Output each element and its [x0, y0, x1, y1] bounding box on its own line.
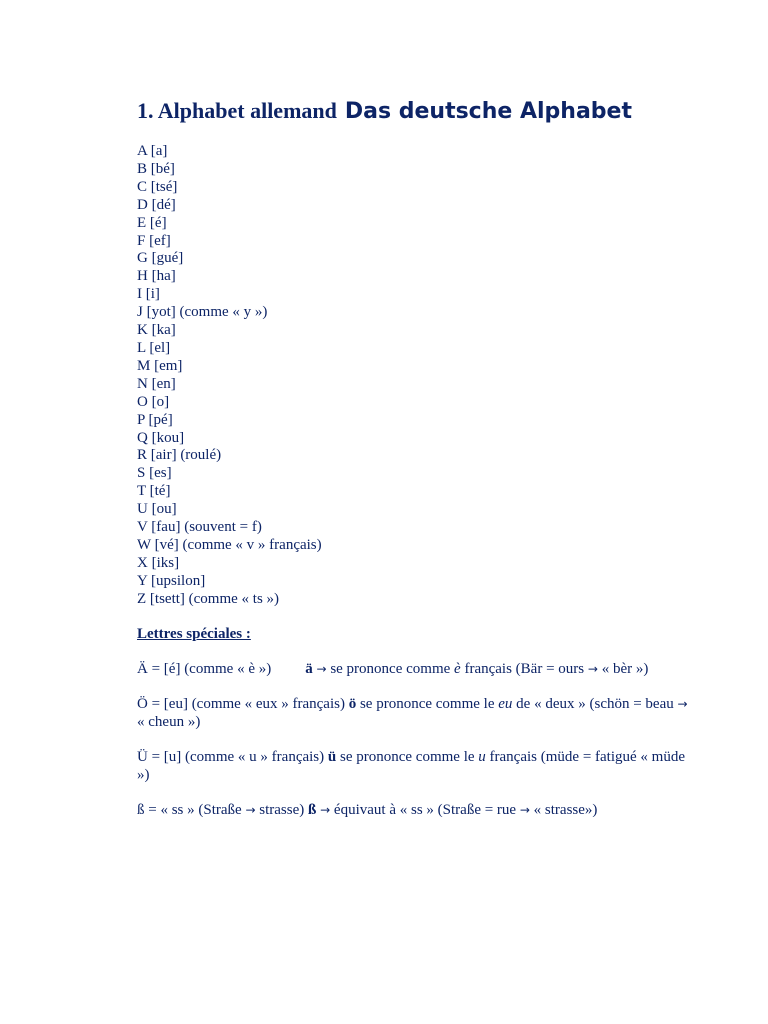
page-title	[137, 88, 697, 131]
a-umlaut-text: français (Bär = ours	[460, 660, 588, 677]
a-umlaut-text: se prononce comme	[326, 660, 455, 677]
u-umlaut-text: français (müde = fatigué « müde »)	[137, 748, 685, 783]
alphabet-row: O [o]	[137, 393, 170, 410]
eszett-lead: ß = « ss » (Straße	[137, 801, 246, 818]
o-umlaut-lead: Ö = [eu] (comme « eux » français)	[137, 695, 349, 712]
alphabet-row: E [é]	[137, 214, 167, 231]
alphabet-row: D [dé]	[137, 196, 176, 213]
o-umlaut-letter: ö	[348, 695, 357, 712]
alphabet-row: S [es]	[137, 465, 172, 482]
arrow-icon: →	[587, 661, 598, 676]
alphabet-row: C [tsé]	[137, 178, 178, 195]
alphabet-row: Q [kou]	[137, 429, 185, 446]
eszett-text: strasse)	[255, 801, 309, 818]
alphabet-row: G [gué]	[137, 250, 184, 267]
arrow-icon: →	[320, 802, 331, 817]
eszett-letter: ß	[308, 801, 317, 818]
u-umlaut-paragraph	[137, 748, 697, 784]
alphabet-row: B [bé]	[137, 160, 175, 177]
document-page	[137, 88, 697, 836]
alphabet-row: U [ou]	[137, 501, 177, 518]
o-umlaut-text: de « deux » (schön = beau	[512, 695, 678, 712]
a-umlaut-text: « bèr »)	[597, 660, 649, 677]
a-umlaut-paragraph	[137, 660, 697, 678]
special-letters	[137, 660, 697, 819]
alphabet-row: N [en]	[137, 375, 176, 392]
arrow-icon: →	[677, 696, 688, 711]
o-umlaut-italic: eu	[498, 695, 513, 712]
u-umlaut-letter: ü	[327, 748, 337, 765]
alphabet-row: T [té]	[137, 483, 171, 500]
a-umlaut-lead: Ä = [é] (comme « è »)	[137, 660, 272, 677]
alphabet-row: I [i]	[137, 286, 160, 303]
alphabet-row: L [el]	[137, 339, 171, 356]
arrow-icon: →	[519, 802, 530, 817]
alphabet-row: A [a]	[137, 143, 168, 159]
arrow-icon: →	[245, 802, 256, 817]
title-french: 1. Alphabet allemand	[137, 98, 337, 123]
alphabet-row: W [vé] (comme « v » français)	[137, 536, 322, 553]
alphabet-row: F [ef]	[137, 232, 171, 249]
eszett-paragraph	[137, 801, 697, 819]
arrow-icon: →	[316, 661, 327, 676]
o-umlaut-text: se prononce comme le	[356, 695, 499, 712]
a-umlaut-letter: ä	[305, 660, 313, 677]
alphabet-list	[137, 143, 697, 609]
eszett-text: « strasse»)	[529, 801, 598, 818]
o-umlaut-text: « cheun »)	[137, 713, 201, 730]
alphabet-row: Y [upsilon]	[137, 572, 206, 589]
alphabet-row: V [fau] (souvent = f)	[137, 519, 262, 536]
alphabet-row: H [ha]	[137, 268, 176, 285]
alphabet-row: M [em]	[137, 357, 183, 374]
title-german: Das deutsche Alphabet	[344, 99, 632, 124]
u-umlaut-text: se prononce comme le	[336, 748, 479, 765]
o-umlaut-paragraph	[137, 695, 697, 731]
alphabet-row: R [air] (roulé)	[137, 447, 222, 464]
eszett-text: équivaut à « ss » (Straße = rue	[330, 801, 520, 818]
u-umlaut-italic: u	[478, 748, 486, 765]
alphabet-row: J [yot] (comme « y »)	[137, 304, 268, 321]
alphabet-row: X [iks]	[137, 554, 180, 571]
u-umlaut-lead: Ü = [u] (comme « u » français)	[137, 748, 328, 765]
a-umlaut-italic: è	[454, 660, 461, 677]
alphabet-row: K [ka]	[137, 322, 176, 339]
alphabet-row: Z [tsett] (comme « ts »)	[137, 590, 280, 607]
alphabet-row: P [pé]	[137, 411, 173, 428]
special-letters-heading: Lettres spéciales :	[137, 625, 251, 642]
